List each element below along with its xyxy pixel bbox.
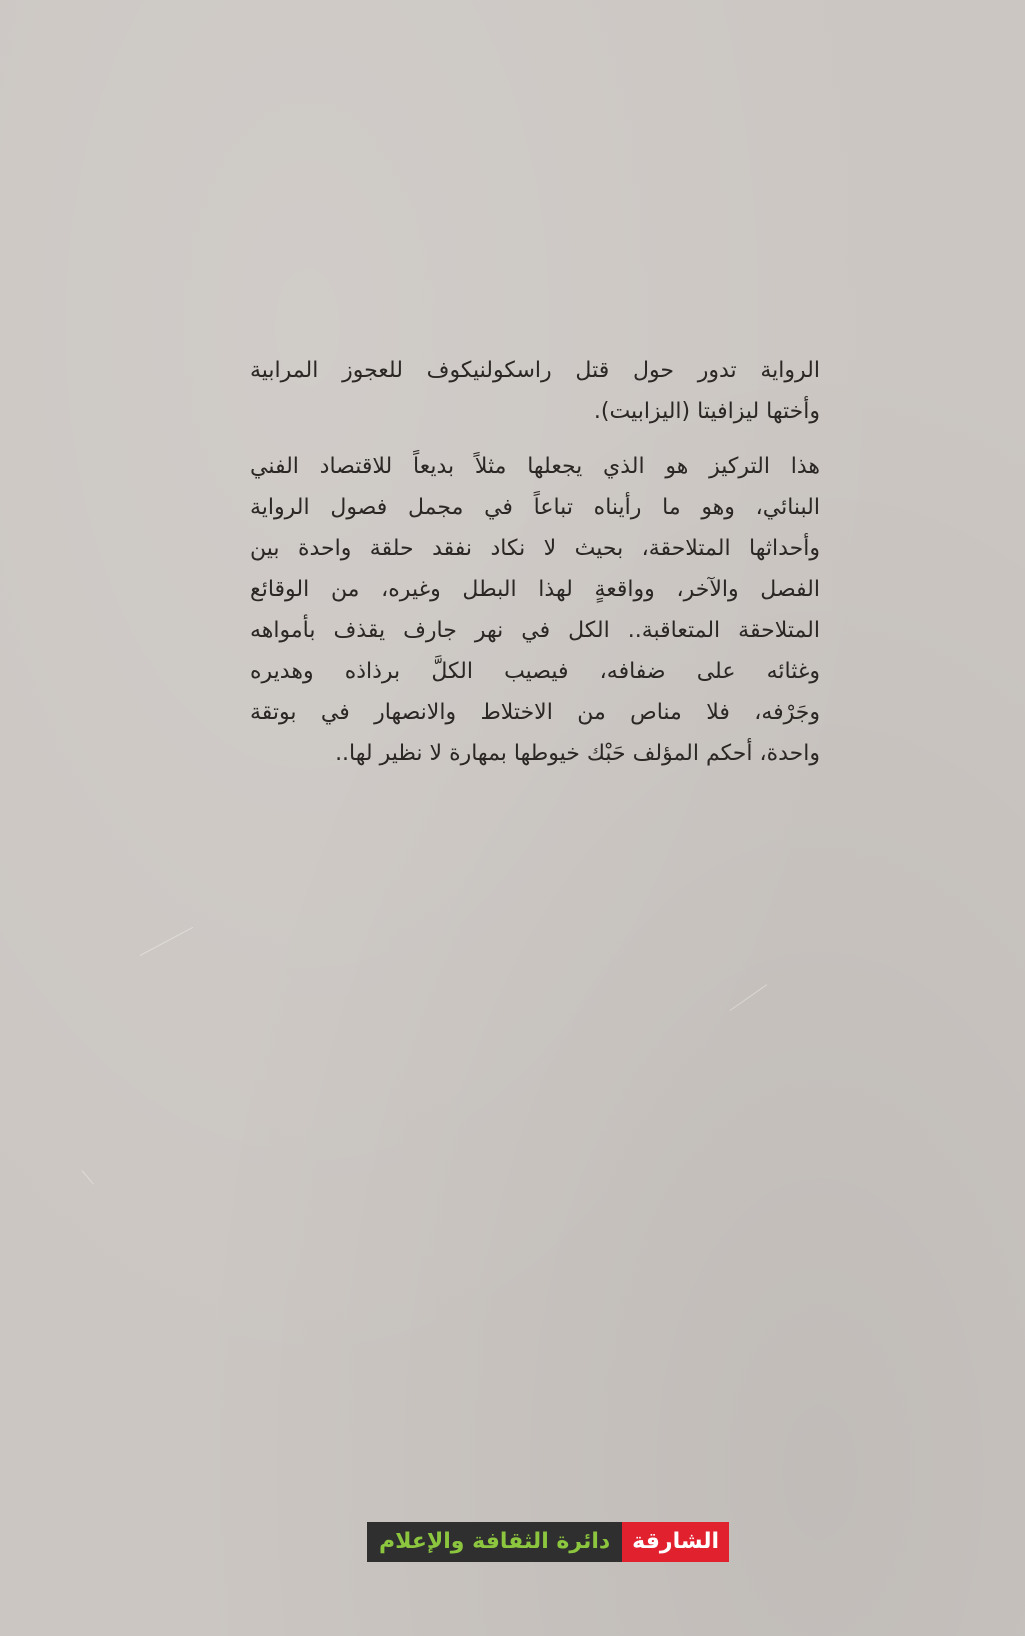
blurb-line: وأحداثها المتلاحقة، بحيث لا نكاد نفقد حلقة واحدة بين: [250, 536, 820, 561]
blurb-line: وأختها ليزافيتا (اليزابيت).: [593, 399, 820, 424]
paper-scratch: [140, 927, 193, 956]
blurb-paragraph-1: [250, 350, 820, 432]
blurb-line: وغثائه على ضفافه، فيصيب الكلَّ برذاذه وهديره: [250, 659, 820, 684]
blurb-text: [250, 350, 820, 788]
paper-scratch: [730, 984, 767, 1011]
publisher-name: دائرة الثقافة والإعلام: [367, 1522, 622, 1562]
publisher-logo: [367, 1522, 729, 1562]
blurb-line: الرواية تدور حول قتل راسكولنيكوف للعجوز المرابية: [250, 358, 820, 383]
blurb-line: البنائي، وهو ما رأيناه تباعاً في مجمل فصول الرواية: [250, 495, 820, 520]
blurb-line: المتلاحقة المتعاقبة.. الكل في نهر جارف يقذف بأمواهه: [250, 618, 820, 643]
paper-scratch: [82, 1170, 94, 1184]
blurb-line: وجَرْفه، فلا مناص من الاختلاط والانصهار في بوتقة: [250, 700, 820, 725]
publisher-city: الشارقة: [622, 1522, 729, 1562]
blurb-paragraph-2: [250, 446, 820, 774]
blurb-line: هذا التركيز هو الذي يجعلها مثلاً بديعاً للاقتصاد الفني: [250, 454, 820, 479]
blurb-line: واحدة، أحكم المؤلف حَبْك خيوطها بمهارة لا نظير لها..: [335, 741, 820, 766]
blurb-line: الفصل والآخر، وواقعةٍ لهذا البطل وغيره، من الوقائع: [250, 577, 820, 602]
